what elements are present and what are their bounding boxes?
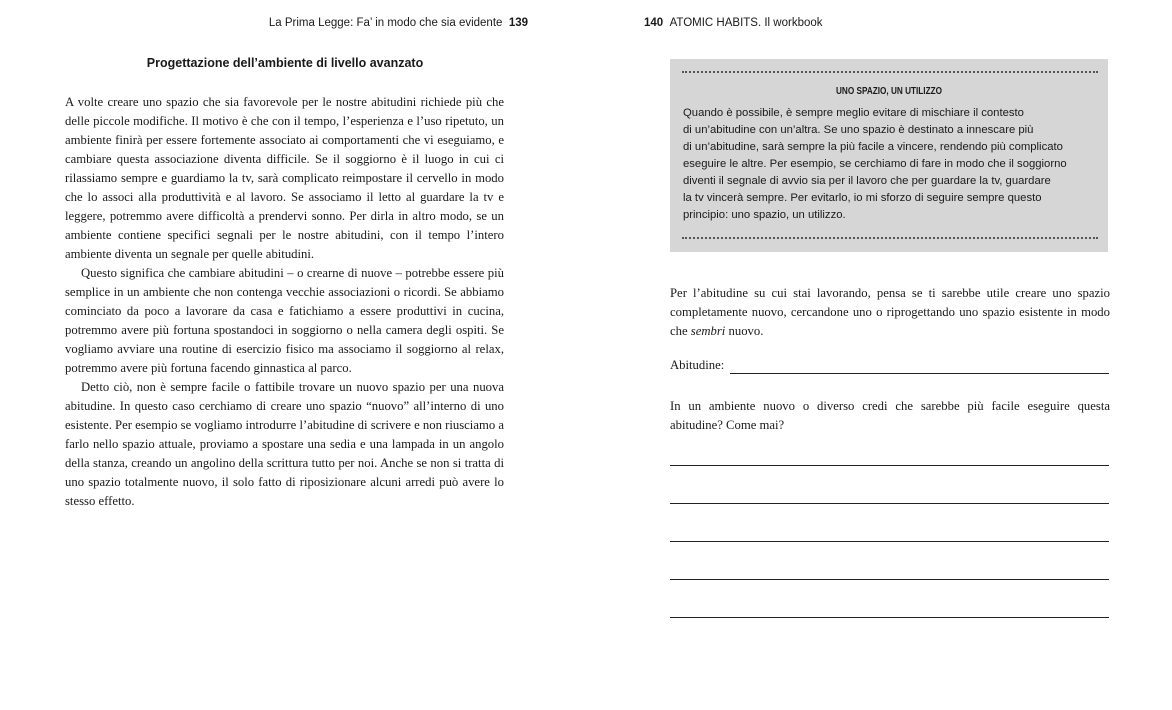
box-line: Quando è possibile, è sempre meglio evitare di mischiare il contesto [683,107,1024,119]
header-title: La Prima Legge: Fa’ in modo che sia evidente [268,17,503,29]
sidebar-box [670,59,1108,252]
prompt-text: Per l’abitudine su cui stai lavorando, pensa se ti sarebbe utile creare uno spazio completamente nuovo, cercandone uno o riprogettando uno spazio esistente in modo che [670,286,1110,338]
prompt-text: nuovo. [725,324,764,338]
page-number: 140 [644,17,664,29]
page-number: 139 [508,17,528,29]
answer-line[interactable] [670,617,1109,618]
header-title: ATOMIC HABITS. Il workbook [669,17,823,29]
dotted-divider [682,71,1098,76]
box-line: principio: uno spazio, un utilizzo. [683,209,846,221]
body-text [65,93,504,511]
answer-line[interactable] [670,541,1109,542]
answer-line[interactable] [670,503,1109,504]
prompt-emphasis: sembri [690,324,726,338]
paragraph: Questo significa che cambiare abitudini – o crearne di nuove – potrebbe essere più semplice in un ambiente che non contenga vecchie associazioni o ricordi. Se abbiamo cominciato da poco a lavorare da casa e fatichiamo a essere produttivi in cucina, potremmo avere più fortuna spostandoci in soggiorno o nella camera degli ospiti. Se vogliamo avviare una routine di esercizio fisico ma associamo il soggiorno al relax, potremmo avere più fortuna facendo ginnastica al parco. [65,266,504,375]
answer-line[interactable] [670,579,1109,580]
answer-line[interactable] [670,465,1109,466]
box-line: di un’abitudine con un’altra. Se uno spazio è destinato a innescare più [683,124,1034,136]
habit-label: Abitudine: [670,358,725,372]
running-header-left [269,17,528,29]
box-line: diventi il segnale di avvio sia per il lavoro che per guardare la tv, guardare [683,175,1051,187]
habit-write-line[interactable] [730,373,1109,374]
exercise-question: In un ambiente nuovo o diverso credi che sarebbe più facile eseguire questa abitudine? Come mai? [670,399,1110,432]
box-line: la tv vincerà sempre. Per evitarlo, io mi sforzo di seguire sempre questo [683,192,1042,204]
paragraph: Detto ciò, non è sempre facile o fattibile trovare un nuovo spazio per una nuova abitudine. In questo caso cerchiamo di creare uno spazio “nuovo” all’interno di uno esistente. Per esempio se vogliamo introdurre l’abitudine di scrivere e non riusciamo a farlo nello spazio attuale, proviamo a spostare una sedia e una lampada in un angolo della stanza, creando un angolino della scrittura tutto per noi. Anche se non si tratta di uno spazio totalmente nuovo, il solo fatto di riposizionare alcuni arredi può avere lo stesso effetto. [65,380,504,508]
habit-field[interactable] [670,358,1109,377]
right-page [586,0,1172,710]
dotted-divider [682,237,1098,242]
running-header-right [644,17,823,29]
exercise-prompt [670,284,1110,341]
paragraph: A volte creare uno spazio che sia favorevole per le nostre abitudini richiede più che delle piccole modifiche. Il motivo è che con il tempo, l’esperienza e l’uso ripetuto, un ambiente finirà per essere fortemente associato ai comportamenti che vi eseguiamo, e cambiare questa associazione diventa difficile. Se il soggiorno è il luogo in cui ci rilassiamo sempre e guardiamo la tv, sarà complicato reimpostare il cervello in modo che lo associ alla produttività e al lavoro. Se associamo il letto al guardare la tv e leggere, potremmo avere difficoltà a prendervi sonno. Per dirla in altro modo, se un ambiente contiene specifici segnali per le nostre abitudini, con il tempo l’intero ambiente diventa un segnale per quelle abitudini. [65,95,504,261]
box-text [683,105,1093,224]
section-title: Progettazione dell’ambiente di livello avanzato [146,56,424,70]
box-title: UNO SPAZIO, UN UTILIZZO [835,86,942,97]
box-line: eseguire le altre. Per esempio, se cerchiamo di fare in modo che il soggiorno [683,158,1067,170]
box-line: di un’abitudine, sarà sempre la più facile a vincere, rendendo più complicato [683,141,1063,153]
